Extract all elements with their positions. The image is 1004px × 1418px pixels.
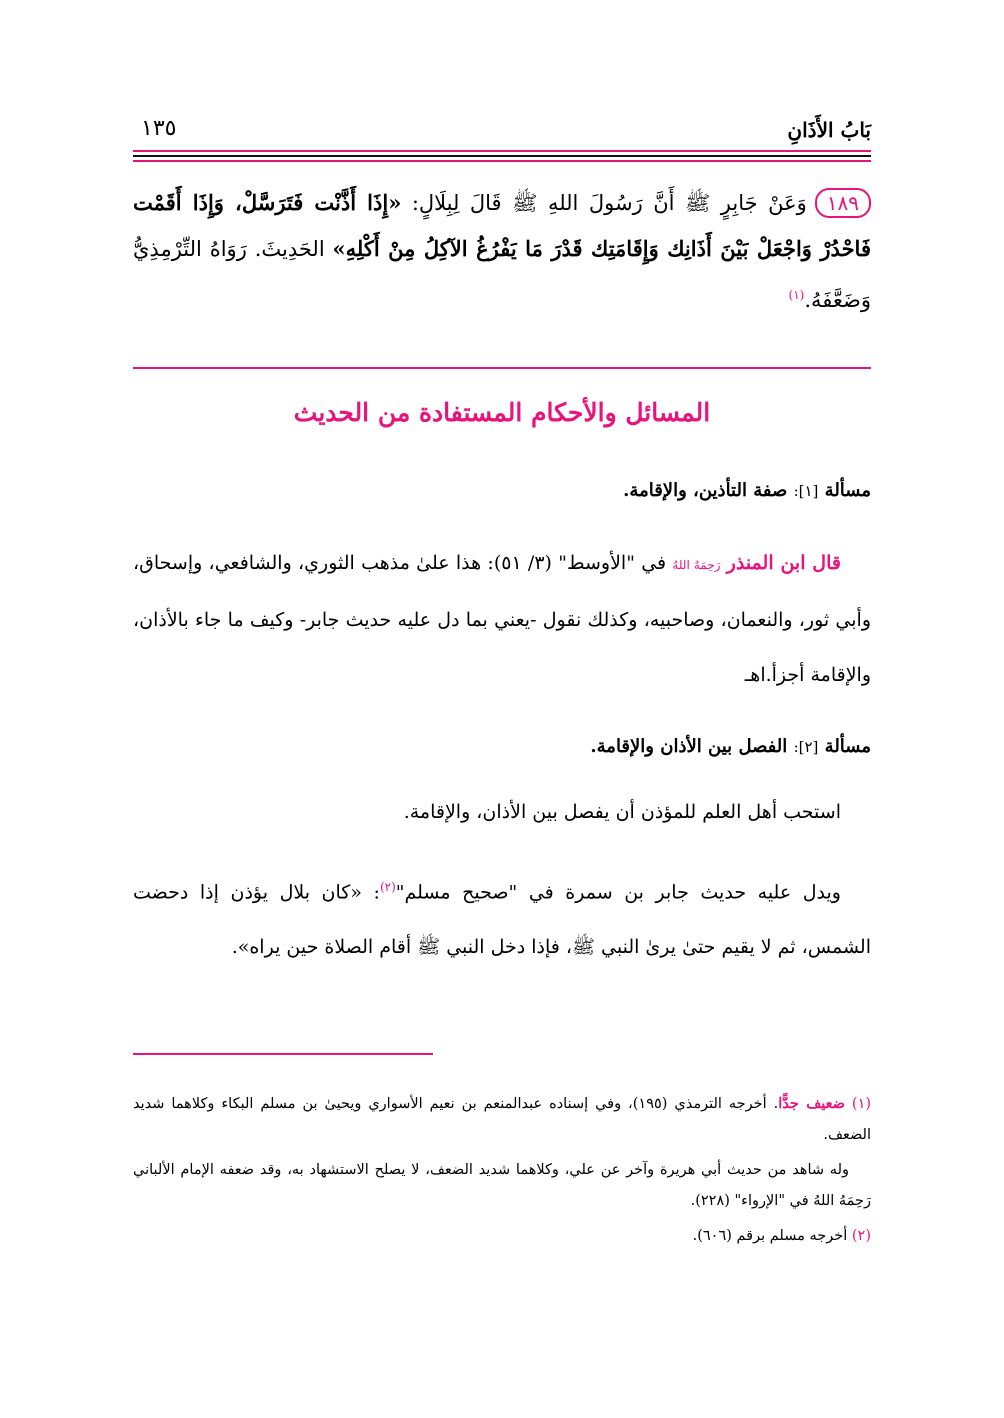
- header-rule-middle: [133, 155, 871, 157]
- issue2-para2-intro: ويدل عليه حديث جابر بن سمرة في "صحيح مسلم": [395, 881, 841, 904]
- issue-number: [٢]:: [793, 738, 819, 756]
- footnote-2-text: أخرجه مسلم برقم (٦٠٦).: [692, 1228, 852, 1244]
- page-number: ١٣٥: [141, 116, 177, 141]
- footnote-2: [133, 1221, 871, 1252]
- issue-number: [١]:: [793, 482, 819, 500]
- footnote-1-text: . أخرجه الترمذي (١٩٥)، وفي إسناده عبدالمنعم بن نعيم الأسواري ويحيىٰ بن مسلم البكاء وكلاهما شديد الضعف.: [133, 1096, 871, 1143]
- issue-label: مسألة: [824, 736, 871, 757]
- footnotes: [133, 1088, 871, 1256]
- issue-title: صفة التأذين، والإقامة.: [623, 480, 788, 501]
- hadith-footnote-ref[interactable]: (١): [788, 288, 805, 302]
- issue1-body: في "الأوسط" (٣/ ٥١): هذا علىٰ مذهب الثوري، والشافعي، وإسحاق، وأبي ثور، والنعمان، وصاحبيه، وكذلك نقول -يعني بما دل عليه حديث جابر- وكيف ما جاء بالأذان، والإقامة أجزأ.اهـ: [133, 552, 871, 686]
- footnote-1-number: (١): [851, 1096, 872, 1112]
- header-rule-top: [133, 150, 871, 152]
- hadith-text: [133, 180, 871, 323]
- issue-label: مسألة: [824, 480, 871, 501]
- hadith-source: الحَدِيثَ. رَوَاهُ التِّرْمِذِيُّ وَضَعَّفَهُ.: [133, 237, 871, 312]
- issue2-paragraph-1: استحب أهل العلم للمؤذن أن يفصل بين الأذان، والإقامة.: [403, 801, 841, 823]
- hadith-intro: وَعَنْ جَابِرٍ ﷺ أَنَّ رَسُولَ اللهِ ﷺ قَالَ لِبِلَالٍ:: [401, 191, 807, 215]
- hadith-quote: «إِذَا أَذَّنْت فَتَرَسَّلْ، وَإِذَا أَقَمْت فَاحْدُرْ وَاجْعَلْ بَيْنَ أَذَانِك وَإِقَامَتِك قَدْرَ مَا يَفْرُغُ الآكِلُ مِنْ أَكْلِهِ»: [133, 190, 871, 261]
- footnote-2-number: (٢): [851, 1228, 871, 1244]
- footnote-ref-2[interactable]: (٢): [379, 880, 396, 894]
- issue-heading-1: [623, 480, 871, 501]
- issue2-para2-quote: : «كان بلال يؤذن إذا دحضت الشمس، ثم لا يقيم حتىٰ يرىٰ النبي ﷺ، فإذا دخل النبي ﷺ أقام الصلاة حين يراه».: [133, 881, 871, 959]
- footnote-1-continuation: وله شاهد من حديث أبي هريرة وآخر عن علي، وكلاهما شديد الضعف، لا يصلح الاستشهاد به، وقد ضعفه الإمام الألباني رَحِمَهُ اللهُ في "الإرواء" (٢٢٨).: [133, 1162, 871, 1209]
- issue2-paragraph-2: [133, 860, 871, 975]
- hadith-number-badge: ١٨٩: [815, 188, 871, 218]
- footnote-1: [133, 1088, 871, 1151]
- issue1-paragraph: [133, 536, 871, 703]
- hadith-divider: [133, 367, 871, 369]
- scholar-name: قال ابن المنذر: [726, 552, 841, 574]
- honorific: رَحِمَهُ اللهُ: [672, 558, 721, 572]
- header-rule-bottom: [133, 160, 871, 162]
- issue-title: الفصل بين الأذان والإقامة.: [590, 736, 788, 757]
- chapter-title: بَابُ الأَذَانِ: [787, 118, 871, 142]
- issue-heading-2: [590, 736, 871, 757]
- footnote-1-grade: ضعيف جدًّا: [778, 1095, 845, 1112]
- section-title: المسائل والأحكام المستفادة من الحديث: [293, 398, 711, 427]
- running-header: [133, 112, 871, 152]
- footnote-separator: [133, 1053, 433, 1055]
